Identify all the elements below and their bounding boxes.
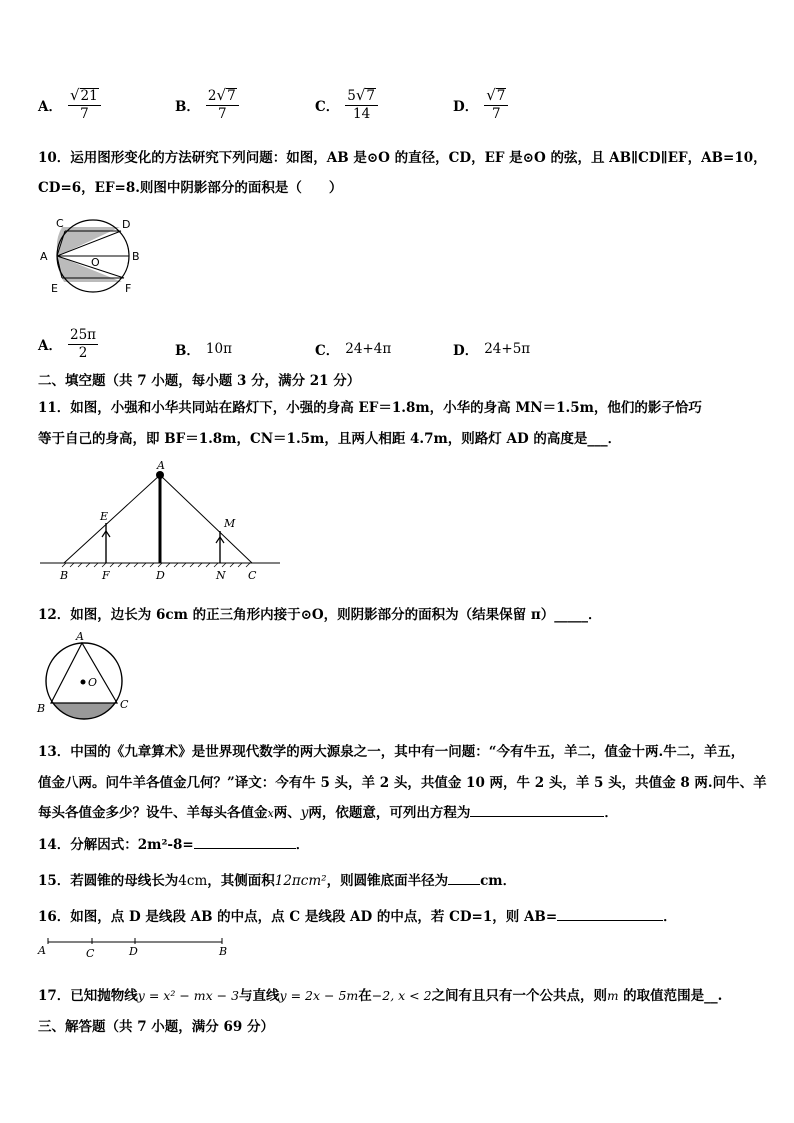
q10-option-b (175, 339, 232, 359)
q9-option-d (453, 88, 508, 122)
ground-hatch (62, 563, 250, 567)
text-fragment: 15．若圆锥的母线长为 (38, 873, 179, 889)
lateral-area-value: 12πcm² (274, 873, 327, 889)
shaded-segment (34, 703, 134, 724)
q9-option-c (315, 88, 378, 122)
label-c: C (248, 569, 257, 582)
variable-y: y (300, 805, 309, 821)
q12-text-line1: 12．如图，边长为 6cm 的正三角形内接于⊙O，则阴影部分的面积为（结果保留 π）_____． (38, 607, 602, 623)
variable-x: x (267, 807, 274, 820)
q16-text (38, 905, 677, 925)
q13-text-line3 (38, 801, 618, 821)
radicand: 7 (496, 88, 506, 104)
q10-option-a (38, 328, 98, 361)
q10-circle-figure (36, 212, 146, 296)
label-e: E (51, 282, 58, 295)
label-a: A (38, 944, 46, 957)
label-b: B (219, 945, 228, 958)
denominator: 7 (80, 105, 89, 122)
radicand: 7 (366, 88, 375, 104)
q9-option-b (175, 88, 239, 122)
text-fragment: 两，依题意，可列出方程为 (308, 805, 471, 821)
slant-length-value: 4cm (178, 873, 208, 889)
fraction: √ 7 7 (484, 88, 508, 122)
answer-blank[interactable] (448, 872, 480, 885)
text-fragment: 与直线 (239, 988, 280, 1004)
text-fragment: 每头各值金多少？设牛、羊每头各值金 (38, 805, 268, 821)
label-d: D (156, 569, 165, 582)
option-label: A． (38, 98, 62, 115)
q11-text-line1: 11．如图，小强和小华共同站在路灯下，小强的身高 EF＝1.8m，小华的身高 MN＝1.5m，他们的影子恰巧 (38, 400, 702, 416)
option-value: 10π (205, 341, 232, 357)
answer-blank[interactable] (470, 804, 604, 817)
fraction (68, 328, 98, 361)
text-fragment: ． (663, 909, 677, 925)
answer-blank[interactable] (194, 836, 296, 849)
answer-blank[interactable] (557, 908, 663, 921)
ray-ac (160, 475, 252, 563)
label-b: B (37, 702, 46, 715)
variable-m: m (607, 989, 619, 1003)
q11-streetlight-figure (36, 455, 286, 585)
option-label: C． (315, 343, 340, 359)
fraction: √ 21 7 (68, 88, 101, 122)
text-fragment: ． (295, 837, 310, 853)
label-o: O (91, 256, 100, 269)
text-fragment: cm． (480, 873, 517, 889)
q10-option-c (315, 339, 391, 359)
option-label: B． (175, 98, 200, 115)
radicand: 7 (227, 88, 236, 104)
coefficient: 2 (207, 88, 217, 104)
q13-text-line2: 值金八两。问牛羊各值金几何？”译文：今有牛 5 头，羊 2 头，共值金 10 两，牛 2 头，羊 5 头，共值金 8 两.问牛、羊 (38, 775, 767, 791)
text-fragment: 14．分解因式：2m²-8= (38, 837, 194, 853)
label-c: C (120, 698, 129, 711)
center-point (81, 680, 86, 685)
option-value: 24+5π (484, 341, 531, 357)
q13-text-line1: 13．中国的《九章算术》是世界现代数学的两大源泉之一，其中有一问题：“今有牛五，羊二，值金十两.牛二，羊五， (38, 744, 745, 760)
option-label: A． (38, 338, 62, 355)
text-fragment: 两、 (273, 805, 301, 821)
label-b: B (132, 250, 140, 263)
q10-text-line2: CD=6，EF=8.则图中阴影部分的面积是（ ） (38, 180, 343, 196)
label-n: N (216, 569, 226, 582)
label-f: F (102, 569, 110, 582)
line-equation: y = 2x − 5m (279, 988, 359, 1003)
coefficient: 5 (347, 88, 356, 104)
denominator: 14 (353, 105, 371, 122)
equilateral-triangle-abc (51, 643, 117, 703)
denominator: 2 (78, 344, 88, 361)
q11-text-line2: 等于自己的身高，即 BF＝1.8m，CN＝1.5m，且两人相距 4.7m，则路灯 AD 的高度是___． (38, 431, 622, 447)
text-fragment: 16．如图，点 D 是线段 AB 的中点，点 C 是线段 AD 的中点，若 CD=1，则 AB= (38, 909, 558, 925)
label-e: E (100, 510, 109, 523)
numerator: 25π (69, 327, 97, 343)
parabola-equation: y = x² − mx − 3 (137, 988, 240, 1003)
fraction: 5 √ 7 14 (345, 88, 378, 122)
label-f: F (125, 282, 132, 295)
label-d: D (129, 945, 138, 958)
q12-inscribed-triangle-figure (34, 626, 134, 724)
option-label: D． (453, 98, 479, 115)
option-label: B． (175, 343, 200, 359)
label-b: B (60, 569, 69, 582)
q14-text (38, 833, 309, 853)
label-m: M (224, 517, 236, 530)
section-2-heading: 二、填空题（共 7 小题，每小题 3 分，满分 21 分） (38, 373, 361, 389)
label-a: A (76, 630, 84, 643)
ray-ab (64, 475, 160, 563)
label-a: A (40, 250, 48, 263)
option-label: C． (315, 98, 340, 115)
label-o: O (88, 676, 98, 689)
label-c: C (86, 947, 95, 960)
option-label: D． (453, 343, 479, 359)
text-fragment: 17．已知抛物线 (38, 988, 138, 1004)
text-fragment: ，其侧面积 (207, 873, 275, 889)
q9-option-a (38, 88, 101, 122)
q10-text-line1: 10．运用图形变化的方法研究下列问题：如图，AB 是⊙O 的直径，CD，EF 是⊙O 的弦，且 AB∥CD∥EF，AB=10， (38, 150, 767, 166)
label-a: A (157, 459, 165, 472)
text-fragment: ． (604, 805, 618, 821)
label-d: D (122, 218, 131, 231)
q16-segment-figure (34, 934, 234, 962)
label-c: C (56, 217, 64, 230)
radicand: 21 (80, 88, 98, 104)
text-fragment: 的取值范围是__. (618, 988, 723, 1004)
q17-text (38, 984, 722, 1004)
q10-option-d (453, 339, 530, 359)
option-value: 24+4π (345, 341, 392, 357)
text-fragment: 之间有且只有一个公共点，则 (431, 988, 608, 1004)
denominator: 7 (218, 105, 227, 122)
fraction: 2 √ 7 7 (206, 88, 239, 122)
q15-text (38, 869, 516, 889)
section-3-heading: 三、解答题（共 7 小题，满分 69 分） (38, 1019, 274, 1035)
text-fragment: 在 (358, 988, 372, 1004)
denominator: 7 (492, 105, 501, 122)
interval: −2, x < 2 (371, 988, 432, 1003)
text-fragment: ，则圆锥底面半径为 (326, 873, 449, 889)
